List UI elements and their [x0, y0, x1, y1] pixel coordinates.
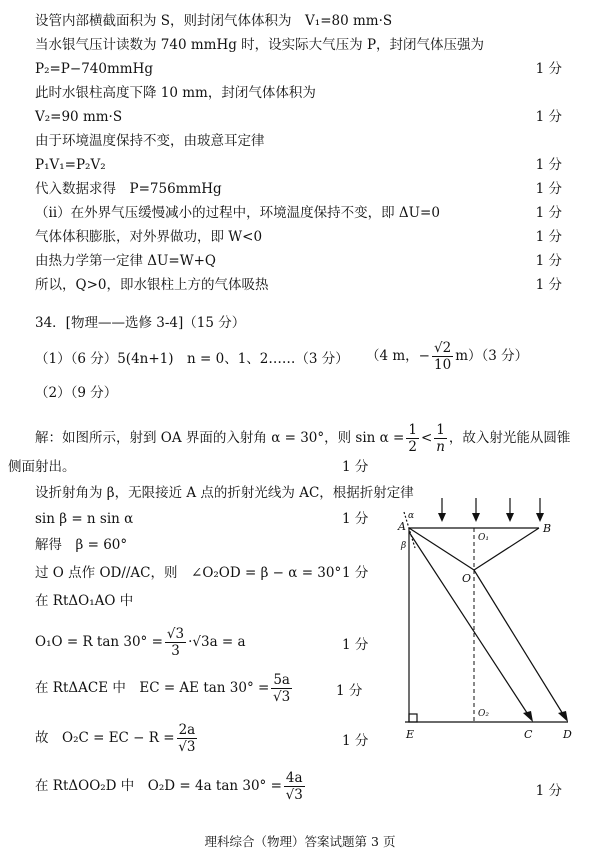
solution-line: 解：如图所示，射到 OA 界面的入射角 α = 30°，则 sin α = $\frac{1}{2}$ < $\frac{1}{n}$ ，故入射光能从圆锥 — [35, 422, 571, 455]
score: 1 分 — [535, 181, 562, 197]
line-10: 气体体积膨胀，对外界做功，即 W<0 — [35, 229, 263, 245]
score: 1 分 — [535, 157, 562, 173]
section-title: 34．[物理——选修 3-4]（15 分） — [35, 315, 246, 331]
line-9: （ⅱ）在外界气压缓慢减小的过程中，环境温度保持不变，即 ΔU=0 — [35, 205, 440, 221]
line-r6: O₁O = R tan 30° = $\frac{√3}{3}$ ·√3a = a — [35, 626, 246, 659]
arrow-head — [506, 513, 514, 522]
line-6: 由于环境温度保持不变，由玻意耳定律 — [35, 133, 265, 149]
line-12: 所以，Q>0，即水银柱上方的气体吸热 — [35, 277, 269, 293]
ray-OD — [474, 570, 566, 719]
arrow-head — [558, 711, 568, 722]
label-B: B — [543, 522, 552, 535]
line-r8: 故 O₂C = EC − R = $\frac{2a}{√3}$ — [35, 722, 196, 755]
line-1: 设管内部横截面积为 S，则封闭气体体积为 V₁=80 mm·S — [35, 13, 393, 29]
part-1: （1）（6 分）5(4n+1) n = 0、1、2……（3 分） — [35, 351, 349, 367]
label-C: C — [524, 728, 533, 741]
part-2: （2）（9 分） — [35, 385, 118, 401]
right-angle-mark — [409, 714, 417, 722]
score: 1 分 — [342, 637, 369, 653]
label-alpha: α — [408, 511, 415, 521]
line-11: 由热力学第一定律 ΔU=W+Q — [35, 253, 216, 269]
line-7: P₁V₁=P₂V₂ — [35, 157, 106, 173]
score: 1 分 — [336, 683, 363, 699]
line-2: 当水银气压计读数为 740 mmHg 时，设实际大气压为 P，封闭气体压强为 — [35, 37, 485, 53]
arrow-head — [523, 711, 533, 722]
score: 1 分 — [535, 229, 562, 245]
line-r7: 在 RtΔACE 中 EC = AE tan 30° = $\frac{5a}{√3}$ — [35, 672, 291, 705]
ray-AC — [409, 532, 531, 719]
arrow-head — [438, 513, 446, 522]
score: 1 分 — [535, 205, 562, 221]
score: 1 分 — [535, 253, 562, 269]
label-O2: O₂ — [478, 709, 489, 719]
cone-side-AO — [409, 528, 474, 570]
score: 1 分 — [535, 783, 562, 799]
line-r4: 过 O 点作 OD//AC，则 ∠O₂OD = β − α = 30° — [35, 565, 342, 581]
score: 1 分 — [342, 511, 369, 527]
label-A: A — [398, 520, 406, 533]
line-8: 代入数据求得 P=756mmHg — [35, 181, 222, 197]
label-E: E — [406, 728, 415, 741]
score: 1 分 — [535, 109, 562, 125]
line-r2: sin β = n sin α — [35, 511, 134, 527]
arrow-head — [536, 513, 544, 522]
score: 1 分 — [535, 277, 562, 293]
line-r1: 设折射角为 β，无限接近 A 点的折射光线为 AC，根据折射定律 — [35, 485, 414, 501]
score: 1 分 — [342, 733, 369, 749]
line-5: V₂=90 mm·S — [35, 109, 123, 125]
score: 1 分 — [342, 565, 369, 581]
solution-line-cont: 侧面射出。 — [8, 459, 76, 475]
line-4: 此时水银柱高度下降 10 mm，封闭气体体积为 — [35, 85, 316, 101]
arrow-head — [472, 513, 480, 522]
score: 1 分 — [535, 61, 562, 77]
line-r9: 在 RtΔOO₂D 中 O₂D = 4a tan 30° = $\frac{4a}{√3}$ — [35, 770, 303, 803]
score: 1 分 — [342, 459, 369, 475]
line-3: P₂=P−740mmHg — [35, 61, 153, 77]
line-r3: 解得 β = 60° — [35, 537, 128, 553]
label-D: D — [563, 728, 572, 741]
label-beta: β — [401, 541, 407, 551]
line-r5: 在 RtΔO₁AO 中 — [35, 593, 134, 609]
label-O: O — [462, 572, 472, 585]
part-1-answer: （4 m，− $\frac{√2}{10}$ m）（3 分） — [366, 340, 529, 373]
label-O1: O₁ — [478, 533, 489, 543]
page-footer: 理科综合（物理）答案试题第 3 页 — [204, 834, 396, 849]
